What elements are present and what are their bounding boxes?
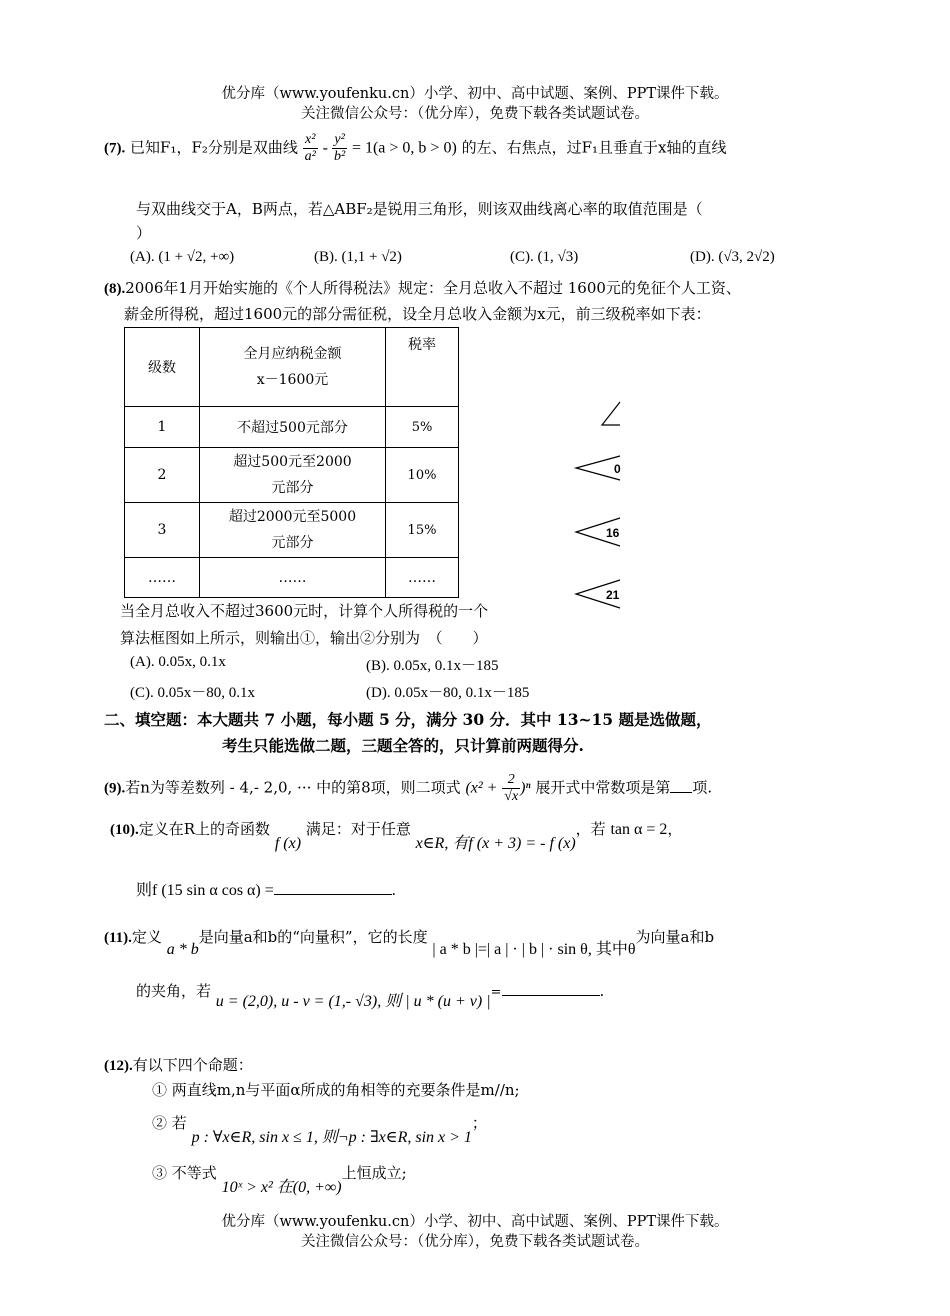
question-9: (9).若n为等差数列 - 4,- 2,0, ··· 中的第8项，则二项式 (x² + $\frac{2}{√x}$ )ⁿ 展开式中常数项是第 项. [104, 772, 713, 804]
q11-text-c: 为向量a和b [635, 928, 715, 946]
question-7: (7). 已知F₁，F₂分别是双曲线 $\frac{\text{x²}}{\text{a²}}$ - $\frac{\text{y²}}{\text{b²}}$ = 1(a > 0, b > 0) 的左、右焦点，过F₁且垂直于x轴的直线 [104, 132, 727, 164]
question-12 [104, 1054, 253, 1075]
question-8 [104, 277, 741, 298]
table-header-cell: 级数 [125, 328, 200, 407]
footer-line-1: 优分库（www.youfenku.cn）小学、初中、高中试题、案例、PPT课件下载。 [221, 1214, 729, 1230]
flowchart-label: 16 [606, 526, 620, 540]
table-header-cell: 全月应纳税金额 x－1600元 [200, 328, 386, 407]
question-number: (7). [104, 140, 126, 157]
q8-line-4: 算法框图如上所示，则输出①，输出②分别为 （ ） [120, 629, 488, 647]
frac-x2-a2: $\frac{\text{x²}}{\text{a²}}$ [304, 132, 316, 164]
q8-option-a: (A). 0.05x, 0.1x [130, 654, 226, 670]
q7-formula: = 1(a > 0, b > 0) [351, 139, 457, 157]
q12-intro: 有以下四个命题： [132, 1056, 253, 1074]
q8-line-3: 当全月总收入不超过3600元时，计算个人所得税的一个 [120, 602, 489, 620]
table-header-cell: 税率 [386, 328, 459, 407]
binomial-expression: (x² + [465, 779, 498, 797]
answer-blank[interactable] [502, 995, 600, 996]
q9-text-a: 若n为等差数列 - 4,- 2,0, ··· 中的第8项，则二项式 [125, 778, 461, 797]
q7-line-3: ） [136, 224, 152, 242]
q8-option-d: (D). 0.05x－80, 0.1x－185 [366, 685, 530, 701]
q8-line-2: 薪金所得税，超过1600元的部分需征税，设全月总收入金额为x元，前三级税率如下表： [124, 305, 711, 323]
question-number: (10). [110, 822, 139, 838]
question-number: (9). [104, 780, 126, 797]
header-line-1: 优分库（www.youfenku.cn）小学、初中、高中试题、案例、PPT课件下载。 [221, 86, 729, 102]
q7-option-b: (B). (1,1 + √2) [314, 249, 402, 265]
flowchart-label: 0 [614, 462, 621, 476]
flowchart-fragment [540, 330, 625, 670]
q8-line-1: 2006年1月开始实施的《个人所得税法》规定：全月总收入不超过 1600元的免征个人工资、 [125, 279, 741, 297]
footer-line-2: 关注微信公众号：（优分库），免费下载各类试题试卷。 [301, 1234, 649, 1250]
q10-tan: tan α = 2 [610, 821, 668, 838]
q11-line-2: 的夹角，若 u = (2,0), u - v = (1,- √3), 则 | u * (u + v) |= . [136, 982, 605, 1010]
q11-text-b: 是向量a和b的“向量积”，它的长度 [198, 928, 428, 946]
section-2-heading: 二、填空题：本大题共 7 小题，每小题 5 分，满分 30 分．其中 13~15 题是选做题， [104, 710, 712, 729]
tax-rate-table [124, 327, 459, 598]
frac-2-sqrtx: $\frac{2}{√x}$ [504, 772, 519, 804]
q11-text-a: 定义 [131, 928, 162, 946]
q9-text-c: 项. [692, 778, 713, 797]
q10-line-2: 则f (15 sin α cos α) = . [136, 882, 396, 899]
question-11 [104, 924, 715, 958]
q10-text-c: ，若 [575, 820, 606, 838]
q8-option-c: (C). 0.05x－80, 0.1x [130, 685, 255, 701]
question-10: (10).定义在R上的奇函数 f (x) 满足：对于任意 x∈R, 有f (x + 3) = - f (x)，若 tan α = 2， [110, 820, 683, 852]
q11-length-formula: | a * b |=| a | · | b | · sin θ, 其中θ [432, 941, 636, 958]
question-number: (12). [104, 1058, 133, 1074]
q7-option-c: (C). (1, √3) [510, 249, 579, 265]
q7-option-d: (D). (√3, 2√2) [690, 249, 775, 265]
answer-blank[interactable] [274, 894, 392, 895]
q9-text-b: 展开式中常数项是第 [535, 778, 671, 797]
flowchart-label: 21 [606, 588, 620, 602]
frac-y2-b2: $\frac{\text{y²}}{\text{b²}}$ [333, 132, 346, 164]
q12-item-2: ② 若 p : ∀x∈R, sin x ≤ 1, 则¬p : ∃x∈R, sin x > 1； [152, 1114, 487, 1146]
q7-option-a: (A). (1 + √2, +∞) [130, 249, 235, 265]
decision-edge [602, 402, 620, 425]
table-row: …… …… …… [125, 558, 459, 598]
question-number: (11). [104, 930, 132, 946]
q7-line-2: 与双曲线交于A，B两点，若△ABF₂是锐用三角形，则该双曲线离心率的取值范围是（ [136, 200, 703, 218]
table-row: 2 超过500元至2000 元部分 10% [125, 448, 459, 503]
q7-text-a: 已知F₁，F₂分别是双曲线 [130, 138, 298, 157]
q11-ab: a * b [166, 941, 199, 958]
header-line-2: 关注微信公众号：（优分库），免费下载各类试题试卷。 [301, 106, 649, 122]
q10-condition: x∈R, 有f (x + 3) = - f (x) [415, 835, 576, 852]
q10-text-b: 满足：对于任意 [305, 820, 411, 838]
answer-blank[interactable] [670, 792, 692, 793]
table-row: 1 不超过500元部分 5% [125, 407, 459, 448]
q10-text-a: 定义在R上的奇函数 [138, 820, 271, 838]
q7-text-b: 的左、右焦点，过F₁且垂直于x轴的直线 [461, 138, 727, 157]
q10-fx: f (x) [274, 835, 302, 852]
q12-item-1: ① 两直线m,n与平面α所成的角相等的充要条件是m//n; [152, 1081, 520, 1099]
question-number: (8). [104, 281, 126, 297]
q12-item-3: ③ 不等式 10ˣ > x² 在(0, +∞)上恒成立; [152, 1164, 407, 1196]
q8-option-b: (B). 0.05x, 0.1x－185 [366, 658, 499, 674]
table-row: 3 超过2000元至5000 元部分 15% [125, 503, 459, 558]
section-2-subheading: 考生只能选做二题，三题全答的，只计算前两题得分. [222, 736, 584, 755]
